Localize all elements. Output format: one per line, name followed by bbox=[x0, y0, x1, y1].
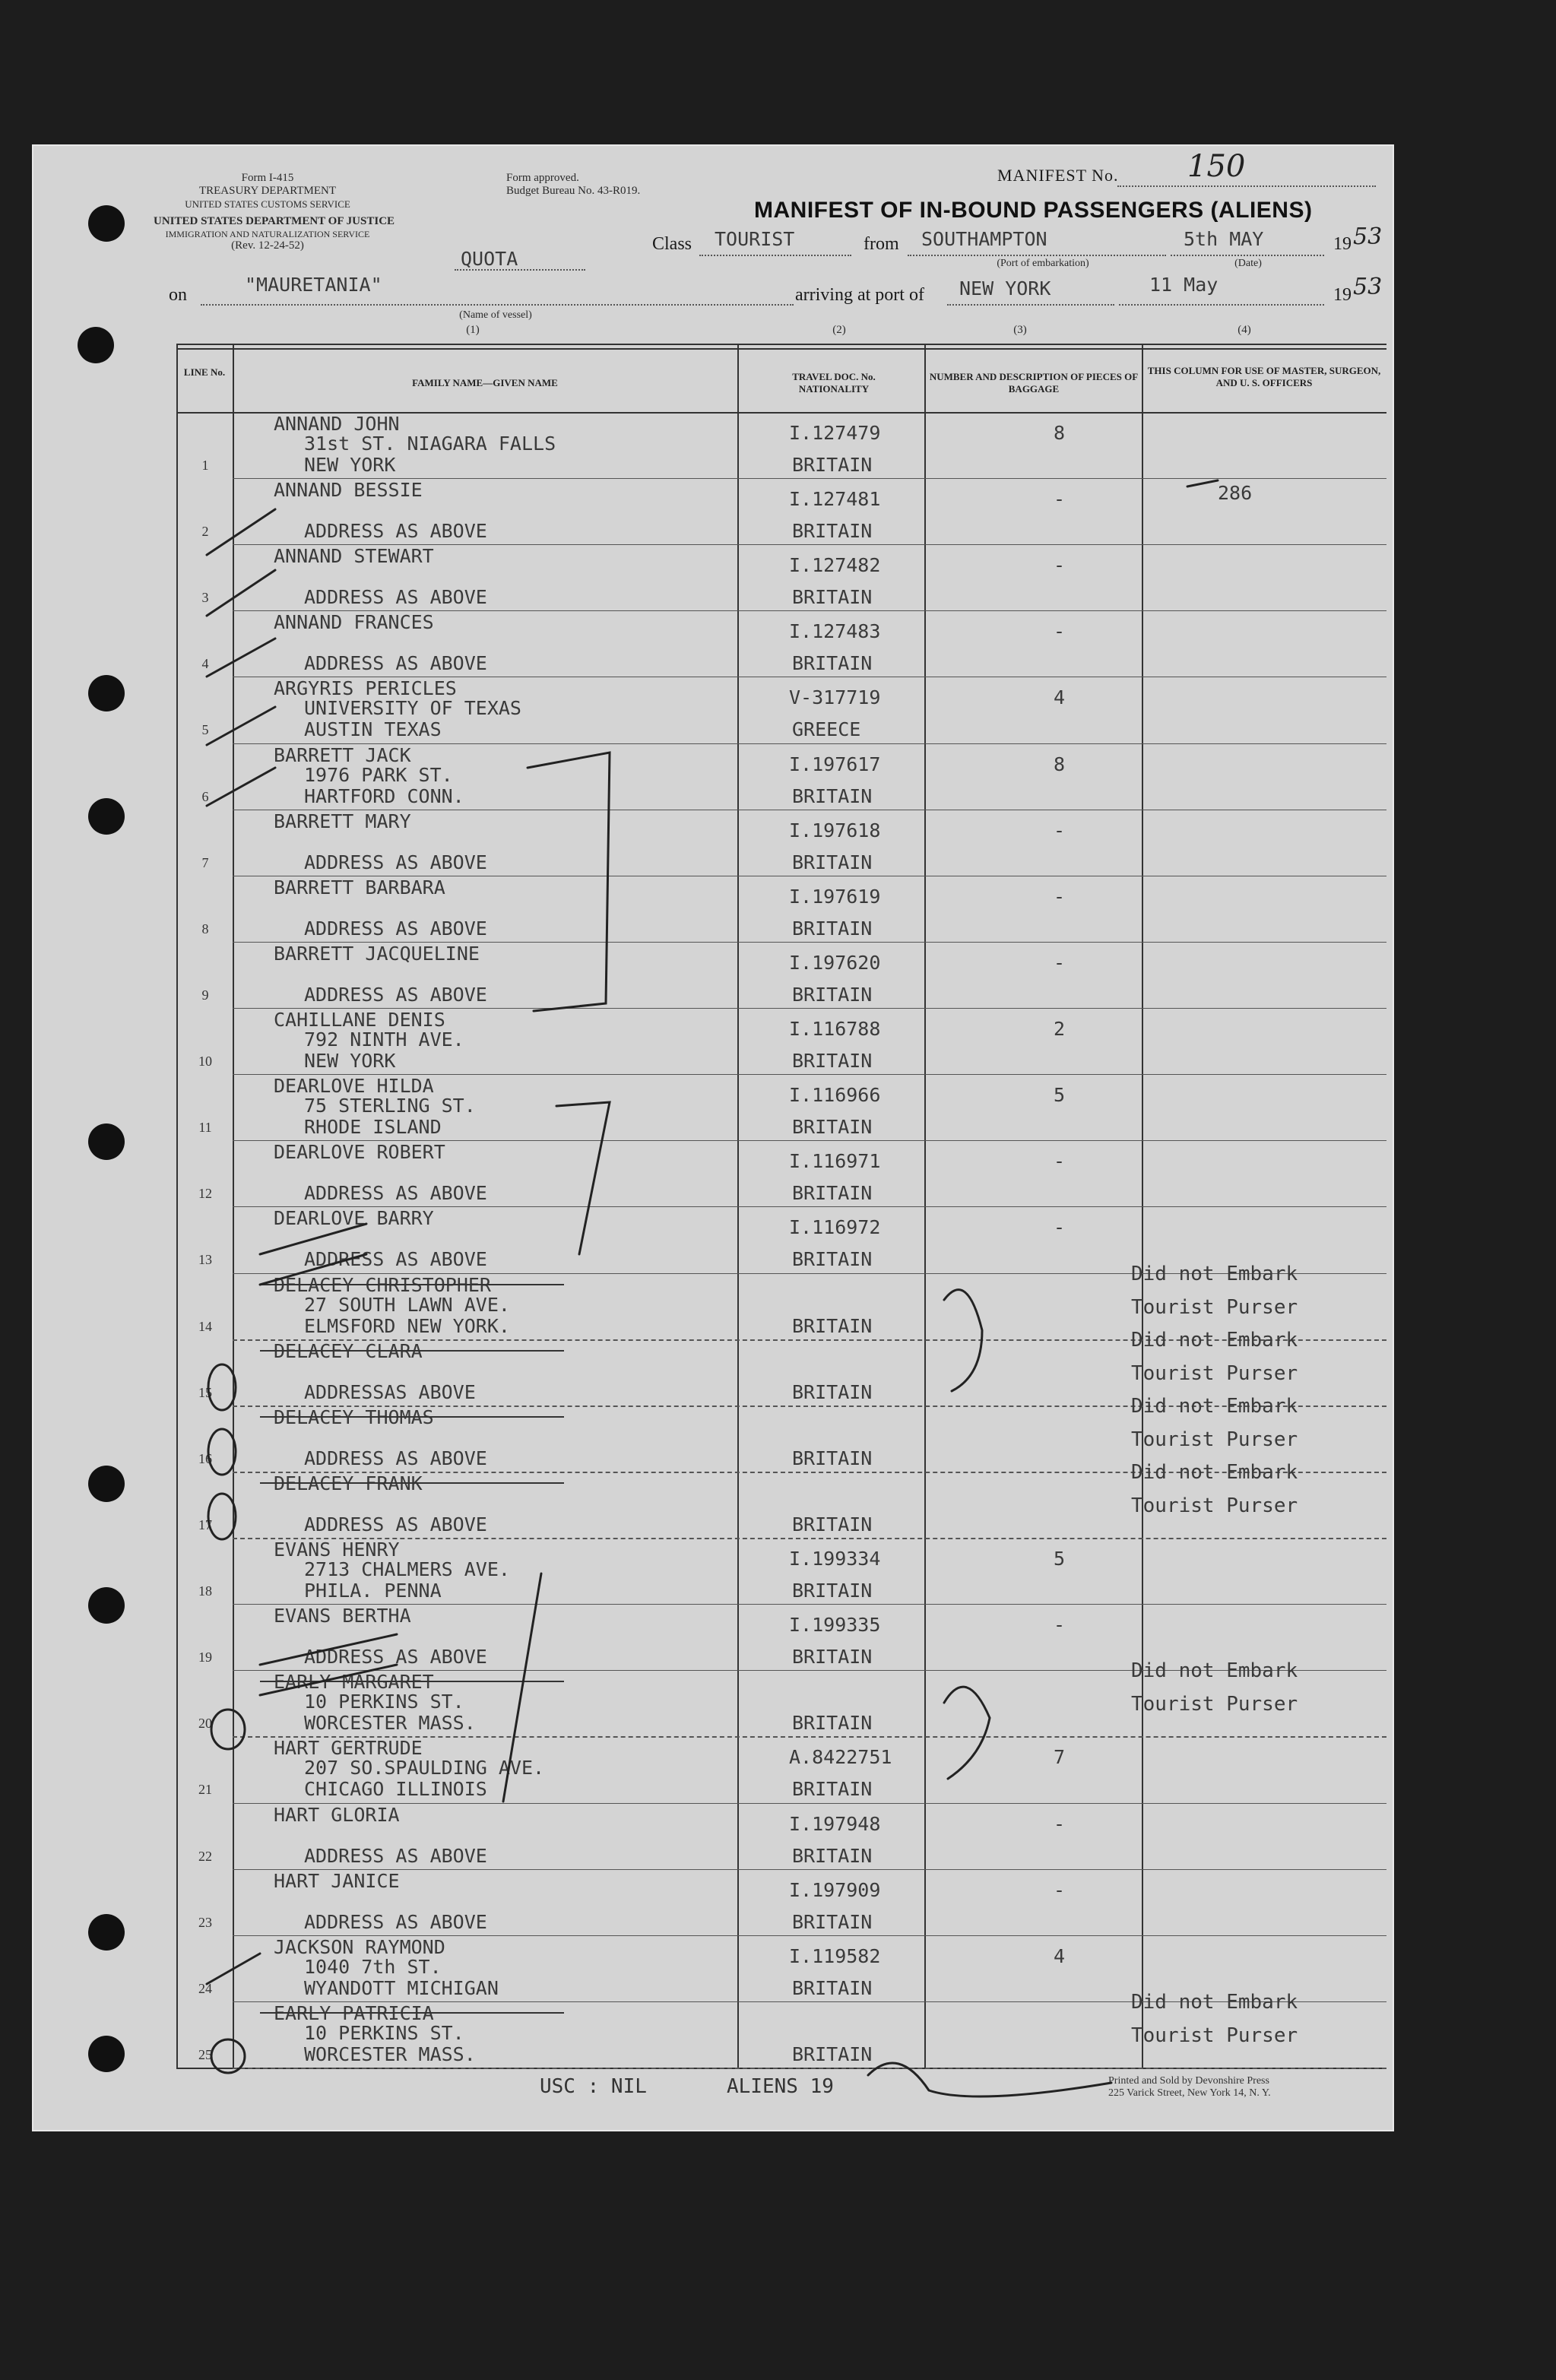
header-baggage: NUMBER AND DESCRIPTION OF PIECES OF BAGGAGE bbox=[929, 371, 1139, 395]
strike-through bbox=[260, 1681, 564, 1682]
line-number: 1 bbox=[201, 458, 209, 473]
year-1: 53 bbox=[1353, 223, 1383, 250]
nationality: BRITAIN bbox=[792, 917, 873, 940]
embarkation-port: SOUTHAMPTON bbox=[921, 228, 1047, 250]
punch-hole bbox=[88, 675, 125, 711]
travel-document-no: I.199334 bbox=[789, 1548, 881, 1570]
line-number: 4 bbox=[201, 656, 209, 672]
quota-label: QUOTA bbox=[461, 248, 518, 270]
officer-note-2: Tourist Purser bbox=[1131, 1428, 1298, 1451]
address-line-2: ADDRESS AS ABOVE bbox=[304, 1447, 487, 1469]
travel-document-no: I.127481 bbox=[789, 488, 881, 511]
line-number: 20 bbox=[198, 1716, 212, 1732]
officer-note: 286 bbox=[1218, 482, 1253, 505]
travel-document-no: I.197620 bbox=[789, 951, 881, 974]
embarkation-date: 5th MAY bbox=[1184, 228, 1264, 250]
address-line-2: WYANDOTT MICHIGAN bbox=[304, 1976, 499, 1999]
address-line-1: UNIVERSITY OF TEXAS bbox=[304, 697, 521, 720]
line-number: 18 bbox=[198, 1583, 212, 1599]
table-top-rule bbox=[176, 344, 1386, 345]
nationality: BRITAIN bbox=[792, 520, 873, 543]
line-number: 19 bbox=[198, 1650, 212, 1665]
line-number: 8 bbox=[201, 921, 209, 936]
officer-note: Did not Embark bbox=[1131, 1659, 1298, 1683]
baggage-count: 7 bbox=[1054, 1746, 1066, 1769]
date-caption: (Date) bbox=[1234, 258, 1262, 269]
officer-note-2: Tourist Purser bbox=[1131, 2023, 1298, 2047]
punch-hole bbox=[78, 327, 114, 363]
passenger-name: EARLY MARGARET bbox=[274, 1671, 434, 1694]
travel-document-no: A.8422751 bbox=[789, 1746, 892, 1769]
line-number: 25 bbox=[198, 2046, 212, 2062]
passenger-name: HART JANICE bbox=[274, 1869, 400, 1892]
punch-hole bbox=[88, 1123, 125, 1160]
address-line-2: ADDRESS AS ABOVE bbox=[304, 917, 487, 940]
passenger-name: EVANS HENRY bbox=[274, 1539, 400, 1561]
justice-dept: UNITED STATES DEPARTMENT OF JUSTICE bbox=[154, 215, 395, 227]
passenger-name: DELACEY FRANK bbox=[274, 1472, 423, 1494]
year-prefix-1: 19 bbox=[1333, 234, 1352, 254]
punch-hole bbox=[88, 798, 125, 835]
address-line-2: WORCESTER MASS. bbox=[304, 2042, 476, 2065]
line-number: 16 bbox=[198, 1450, 212, 1466]
nationality: GREECE bbox=[792, 718, 861, 741]
vessel-caption: (Name of vessel) bbox=[459, 309, 532, 321]
from-label: from bbox=[864, 234, 899, 254]
address-line-2: CHICAGO ILLINOIS bbox=[304, 1778, 487, 1801]
travel-document-no: I.127479 bbox=[789, 422, 881, 444]
baggage-count: 8 bbox=[1054, 753, 1066, 775]
class-label: Class bbox=[652, 234, 692, 254]
line-number: 5 bbox=[201, 722, 209, 738]
address-line-1: 27 SOUTH LAWN AVE. bbox=[304, 1293, 510, 1316]
header-line-no: LINE No. bbox=[183, 366, 226, 378]
arrival-port: NEW YORK bbox=[959, 277, 1051, 299]
year-prefix-2: 19 bbox=[1333, 285, 1352, 305]
travel-document-no: I.197909 bbox=[789, 1878, 881, 1901]
line-number: 21 bbox=[198, 1782, 212, 1798]
address-line-2: PHILA. PENNA bbox=[304, 1580, 442, 1602]
officer-note: Did not Embark bbox=[1131, 1394, 1298, 1418]
class-value: TOURIST bbox=[715, 228, 795, 250]
passenger-name: ANNAND BESSIE bbox=[274, 479, 423, 502]
line-number: 6 bbox=[201, 788, 209, 804]
strike-through bbox=[260, 1482, 564, 1484]
line-number: 2 bbox=[201, 524, 209, 540]
line-number: 13 bbox=[198, 1252, 212, 1268]
form-number: Form I-415 bbox=[241, 172, 294, 184]
address-line-2: ADDRESSAS ABOVE bbox=[304, 1380, 476, 1403]
address-line-2: ADDRESS AS ABOVE bbox=[304, 983, 487, 1006]
column-number-1: (1) bbox=[466, 324, 480, 336]
address-line-1: 10 PERKINS ST. bbox=[304, 2021, 464, 2044]
strike-through bbox=[260, 1416, 564, 1418]
passenger-name: HART GERTRUDE bbox=[274, 1737, 423, 1760]
quota-line bbox=[455, 269, 585, 271]
year-2: 53 bbox=[1353, 274, 1383, 300]
manifest-no-label: MANIFEST No. bbox=[997, 166, 1119, 185]
baggage-count: - bbox=[1054, 1812, 1066, 1835]
travel-document-no: I.197618 bbox=[789, 819, 881, 841]
nationality: BRITAIN bbox=[792, 1646, 873, 1669]
strike-through bbox=[260, 1284, 564, 1285]
travel-document-no: I.197617 bbox=[789, 753, 881, 775]
passenger-name: ARGYRIS PERICLES bbox=[274, 677, 457, 700]
strike-through bbox=[260, 2012, 564, 2014]
address-line-1: 2713 CHALMERS AVE. bbox=[304, 1558, 510, 1581]
punch-hole bbox=[88, 205, 125, 242]
header-name: FAMILY NAME—GIVEN NAME bbox=[412, 377, 558, 388]
address-line-1: 1976 PARK ST. bbox=[304, 763, 453, 786]
address-line-2: ADDRESS AS ABOVE bbox=[304, 1646, 487, 1669]
passenger-name: DELACEY CLARA bbox=[274, 1339, 423, 1362]
nationality: BRITAIN bbox=[792, 1447, 873, 1469]
passenger-name: BARRETT JACK bbox=[274, 743, 411, 766]
passenger-name: EARLY PATRICIA bbox=[274, 2001, 434, 2024]
vessel-name: "MAURETANIA" bbox=[245, 274, 382, 296]
printer-line-2: 225 Varick Street, New York 14, N. Y. bbox=[1108, 2087, 1271, 2099]
officer-note: Did not Embark bbox=[1131, 1262, 1298, 1285]
row-rule bbox=[233, 1803, 1386, 1804]
travel-document-no: I.116966 bbox=[789, 1084, 881, 1107]
officer-note: Did not Embark bbox=[1131, 1460, 1298, 1484]
header-officers: THIS COLUMN FOR USE OF MASTER, SURGEON, AND U. S. OFFICERS bbox=[1147, 365, 1381, 388]
line-number: 12 bbox=[198, 1186, 212, 1202]
line-number: 22 bbox=[198, 1848, 212, 1864]
line-number: 15 bbox=[198, 1384, 212, 1400]
line-number: 3 bbox=[201, 590, 209, 606]
passenger-name: DEARLOVE HILDA bbox=[274, 1075, 434, 1098]
nationality: BRITAIN bbox=[792, 454, 873, 476]
arrival-date: 11 May bbox=[1149, 274, 1218, 296]
address-line-2: ADDRESS AS ABOVE bbox=[304, 520, 487, 543]
address-line-2: NEW YORK bbox=[304, 1050, 396, 1073]
arriving-label: arriving at port of bbox=[795, 285, 924, 305]
passenger-name: ANNAND FRANCES bbox=[274, 611, 434, 634]
table-top-rule-2 bbox=[176, 348, 1386, 350]
travel-document-no: I.197948 bbox=[789, 1812, 881, 1835]
embark-date-line bbox=[1171, 255, 1324, 256]
passenger-name: EVANS BERTHA bbox=[274, 1605, 411, 1627]
travel-document-no: I.199335 bbox=[789, 1614, 881, 1637]
nationality: BRITAIN bbox=[792, 1513, 873, 1535]
officer-note-2: Tourist Purser bbox=[1131, 1295, 1298, 1319]
baggage-count: - bbox=[1054, 1150, 1066, 1173]
column-number-3: (3) bbox=[1013, 324, 1027, 336]
row-rule bbox=[233, 2068, 1386, 2069]
page-title: MANIFEST OF IN-BOUND PASSENGERS (ALIENS) bbox=[754, 198, 1313, 223]
officer-note-2: Tourist Purser bbox=[1131, 1361, 1298, 1385]
officer-note-2: Tourist Purser bbox=[1131, 1693, 1298, 1716]
nationality: BRITAIN bbox=[792, 1248, 873, 1271]
address-line-2: ADDRESS AS ABOVE bbox=[304, 1910, 487, 1933]
address-line-2: ADDRESS AS ABOVE bbox=[304, 586, 487, 609]
passenger-name: HART GLORIA bbox=[274, 1803, 400, 1826]
travel-document-no: I.116971 bbox=[789, 1150, 881, 1173]
nationality: BRITAIN bbox=[792, 1182, 873, 1205]
travel-document-no: V-317719 bbox=[789, 686, 881, 709]
nationality: BRITAIN bbox=[792, 652, 873, 675]
treasury-dept: TREASURY DEPARTMENT bbox=[198, 185, 337, 197]
nationality: BRITAIN bbox=[792, 851, 873, 873]
officer-note: Did not Embark bbox=[1131, 1990, 1298, 2014]
address-line-2: ADDRESS AS ABOVE bbox=[304, 1182, 487, 1205]
baggage-count: 5 bbox=[1054, 1084, 1066, 1107]
travel-document-no: I.116972 bbox=[789, 1216, 881, 1239]
address-line-2: HARTFORD CONN. bbox=[304, 784, 464, 807]
nationality: BRITAIN bbox=[792, 1778, 873, 1801]
tick-mark bbox=[1187, 480, 1218, 486]
nationality: BRITAIN bbox=[792, 784, 873, 807]
aliens-count: ALIENS 19 bbox=[727, 2075, 834, 2098]
line-number: 11 bbox=[198, 1120, 212, 1136]
nationality: BRITAIN bbox=[792, 1712, 873, 1735]
vessel-line bbox=[201, 304, 794, 306]
address-line-2: NEW YORK bbox=[304, 454, 396, 476]
nationality: BRITAIN bbox=[792, 2042, 873, 2065]
baggage-count: - bbox=[1054, 620, 1066, 643]
bracket-dearlove bbox=[556, 1102, 610, 1254]
passenger-name: BARRETT MARY bbox=[274, 810, 411, 832]
ins-service: IMMIGRATION AND NATURALIZATION SERVICE bbox=[165, 229, 370, 239]
travel-document-no: I.116788 bbox=[789, 1018, 881, 1041]
form-revision: (Rev. 12-24-52) bbox=[231, 239, 304, 252]
strike-through bbox=[260, 1350, 564, 1352]
baggage-count: - bbox=[1054, 819, 1066, 841]
address-line-2: ELMSFORD NEW YORK. bbox=[304, 1314, 510, 1337]
from-line bbox=[908, 255, 1166, 256]
nationality: BRITAIN bbox=[792, 983, 873, 1006]
officer-note: Did not Embark bbox=[1131, 1328, 1298, 1352]
punch-hole bbox=[88, 1587, 125, 1624]
punch-hole bbox=[88, 2036, 125, 2072]
address-line-2: RHODE ISLAND bbox=[304, 1116, 442, 1139]
signature-stroke bbox=[944, 1687, 990, 1779]
nationality: BRITAIN bbox=[792, 1976, 873, 1999]
passenger-name: DELACEY THOMAS bbox=[274, 1405, 434, 1428]
travel-document-no: I.197619 bbox=[789, 885, 881, 908]
line-number: 23 bbox=[198, 1914, 212, 1930]
bracket-barrett bbox=[528, 753, 610, 1011]
nationality: BRITAIN bbox=[792, 1580, 873, 1602]
line-number: 14 bbox=[198, 1318, 212, 1334]
address-line-1: 792 NINTH AVE. bbox=[304, 1028, 464, 1051]
column-number-2: (2) bbox=[832, 324, 846, 336]
nationality: BRITAIN bbox=[792, 1116, 873, 1139]
passenger-name: JACKSON RAYMOND bbox=[274, 1935, 445, 1958]
nationality: BRITAIN bbox=[792, 1050, 873, 1073]
row-rule bbox=[233, 1538, 1386, 1539]
baggage-count: 4 bbox=[1054, 686, 1066, 709]
line-number: 24 bbox=[198, 1980, 212, 1996]
manifest-sheet bbox=[32, 144, 1394, 2131]
class-line bbox=[699, 255, 851, 256]
nationality: BRITAIN bbox=[792, 1844, 873, 1867]
punch-hole bbox=[88, 1914, 125, 1951]
passenger-name: ANNAND STEWART bbox=[274, 545, 434, 568]
line-number: 17 bbox=[198, 1516, 212, 1532]
port-embark-caption: (Port of embarkation) bbox=[997, 258, 1089, 269]
passenger-name: ANNAND JOHN bbox=[274, 413, 400, 435]
travel-document-no: I.127483 bbox=[789, 620, 881, 643]
address-line-2: WORCESTER MASS. bbox=[304, 1712, 476, 1735]
address-line-1: 10 PERKINS ST. bbox=[304, 1691, 464, 1713]
punch-hole bbox=[88, 1466, 125, 1502]
baggage-count: - bbox=[1054, 885, 1066, 908]
baggage-count: - bbox=[1054, 554, 1066, 577]
address-line-1: 207 SO.SPAULDING AVE. bbox=[304, 1757, 545, 1779]
header-travel-doc: TRAVEL DOC. No. NATIONALITY bbox=[792, 371, 876, 395]
nationality: BRITAIN bbox=[792, 1314, 873, 1337]
baggage-count: 2 bbox=[1054, 1018, 1066, 1041]
baggage-count: 5 bbox=[1054, 1548, 1066, 1570]
form-approved: Form approved. bbox=[506, 172, 579, 184]
customs-service: UNITED STATES CUSTOMS SERVICE bbox=[185, 198, 350, 210]
on-label: on bbox=[169, 285, 187, 305]
passenger-name: DEARLOVE ROBERT bbox=[274, 1141, 445, 1164]
column-number-4: (4) bbox=[1238, 324, 1251, 336]
table-left-rule bbox=[176, 344, 178, 2069]
line-number: 7 bbox=[201, 854, 209, 870]
address-line-1: 31st ST. NIAGARA FALLS bbox=[304, 433, 556, 455]
passenger-name: BARRETT BARBARA bbox=[274, 876, 445, 898]
travel-document-no: I.127482 bbox=[789, 554, 881, 577]
budget-bureau: Budget Bureau No. 43-R019. bbox=[506, 185, 641, 197]
manifest-number: 150 bbox=[1187, 149, 1246, 184]
address-line-2: ADDRESS AS ABOVE bbox=[304, 652, 487, 675]
passenger-name: DEARLOVE BARRY bbox=[274, 1207, 434, 1230]
manifest-no-line bbox=[1117, 185, 1376, 187]
passenger-name: BARRETT JACQUELINE bbox=[274, 942, 480, 965]
baggage-count: - bbox=[1054, 1614, 1066, 1637]
nationality: BRITAIN bbox=[792, 1910, 873, 1933]
address-line-2: ADDRESS AS ABOVE bbox=[304, 1513, 487, 1535]
row-rule bbox=[233, 1869, 1386, 1870]
line-number: 9 bbox=[201, 987, 209, 1003]
baggage-count: 8 bbox=[1054, 422, 1066, 444]
arrival-date-line bbox=[1119, 304, 1324, 306]
baggage-count: - bbox=[1054, 488, 1066, 511]
baggage-count: - bbox=[1054, 1216, 1066, 1239]
passenger-name: DELACEY CHRISTOPHER bbox=[274, 1273, 491, 1296]
address-line-2: ADDRESS AS ABOVE bbox=[304, 1844, 487, 1867]
nationality: BRITAIN bbox=[792, 586, 873, 609]
address-line-1: 1040 7th ST. bbox=[304, 1955, 442, 1978]
address-line-1: 75 STERLING ST. bbox=[304, 1095, 476, 1117]
baggage-count: 4 bbox=[1054, 1944, 1066, 1967]
address-line-2: AUSTIN TEXAS bbox=[304, 718, 442, 741]
passenger-name: CAHILLANE DENIS bbox=[274, 1009, 445, 1032]
handwritten-annotations bbox=[32, 144, 1394, 2131]
printer-line-1: Printed and Sold by Devonshire Press bbox=[1108, 2075, 1269, 2087]
baggage-count: - bbox=[1054, 951, 1066, 974]
address-line-2: ADDRESS AS ABOVE bbox=[304, 851, 487, 873]
line-number: 10 bbox=[198, 1054, 212, 1070]
officer-note-2: Tourist Purser bbox=[1131, 1494, 1298, 1517]
arrival-port-line bbox=[947, 304, 1114, 306]
nationality: BRITAIN bbox=[792, 1380, 873, 1403]
baggage-count: - bbox=[1054, 1878, 1066, 1901]
usc-count: USC : NIL bbox=[540, 2075, 647, 2098]
travel-document-no: I.119582 bbox=[789, 1944, 881, 1967]
address-line-2: ADDRESS AS ABOVE bbox=[304, 1248, 487, 1271]
